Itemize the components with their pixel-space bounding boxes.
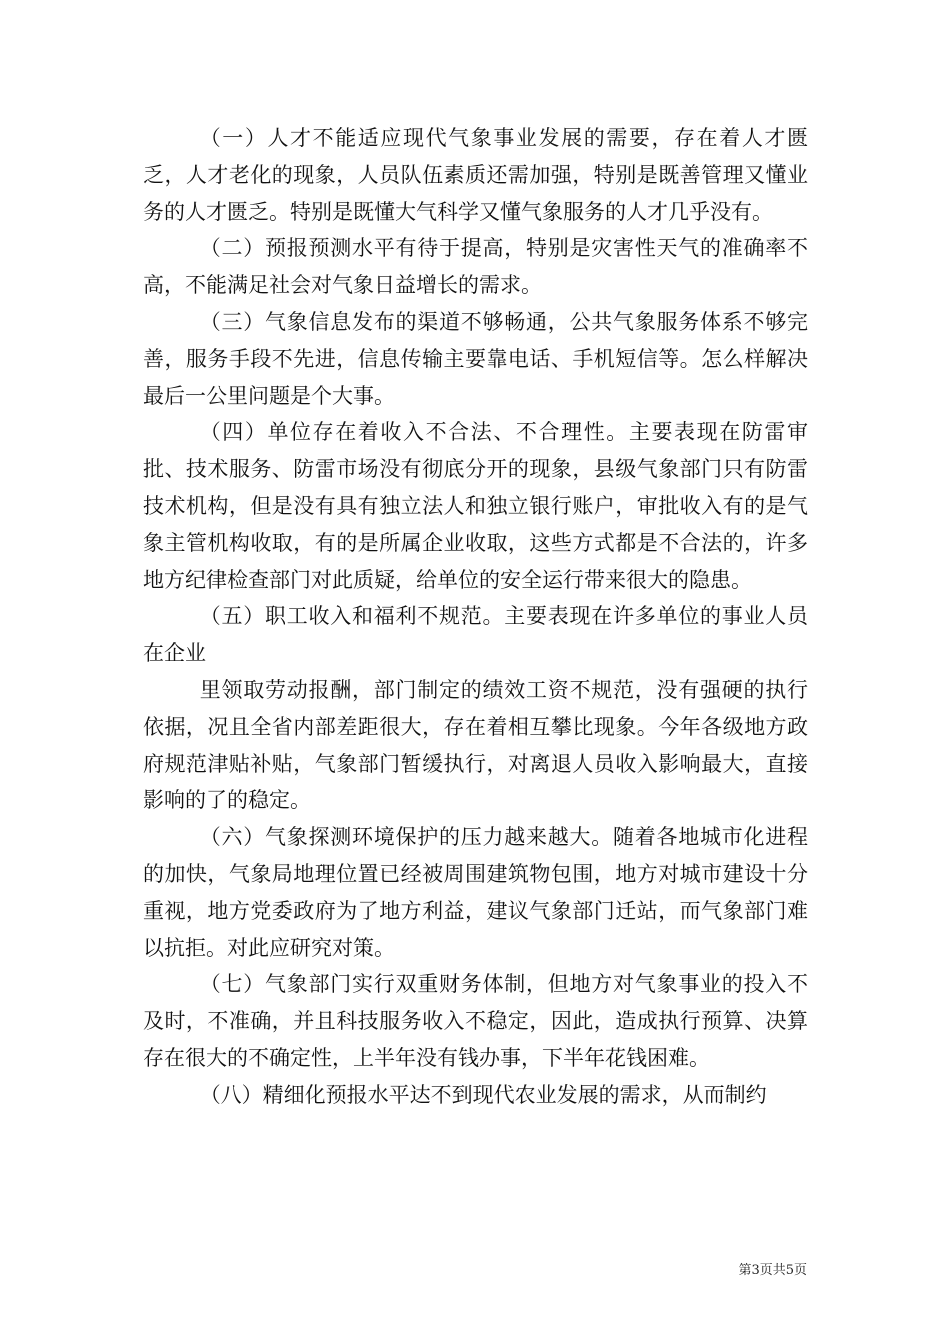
page-number: 第3页共5页 [738,1263,807,1278]
paragraph-1: （一）人才不能适应现代气象事业发展的需要，存在着人才匮乏，人才老化的现象，人员队伍素质还需加强，特别是既善管理又懂业务的人才匮乏。特别是既懂大气科学又懂气象服务的人才几乎没有。 [143,126,808,224]
document-body [143,120,808,1114]
paragraph-5-continued: 里领取劳动报酬，部门制定的绩效工资不规范，没有强硬的执行依据，况且全省内部差距很大，存在着相互攀比现象。今年各级地方政府规范津贴补贴，气象部门暂缓执行，对离退人员收入影响最大，直接影响的了的稳定。 [143,677,808,813]
paragraph-5: （五）职工收入和福利不规范。主要表现在许多单位的事业人员在企业 [143,604,808,666]
paragraph-4: （四）单位存在着收入不合法、不合理性。主要表现在防雷审批、技术服务、防雷市场没有彻底分开的现象，县级气象部门只有防雷技术机构，但是没有具有独立法人和独立银行账户，审批收入有的是气象主管机构收取，有的是所属企业收取，这些方式都是不合法的，许多地方纪律检查部门对此质疑，给单位的安全运行带来很大的隐患。 [143,420,808,592]
paragraph-2: （二）预报预测水平有待于提高，特别是灾害性天气的准确率不高，不能满足社会对气象日益增长的需求。 [143,236,808,298]
paragraph-3: （三）气象信息发布的渠道不够畅通，公共气象服务体系不够完善，服务手段不先进，信息传输主要靠电话、手机短信等。怎么样解决最后一公里问题是个大事。 [143,309,808,408]
paragraph-6: （六）气象探测环境保护的压力越来越大。随着各地城市化进程的加快，气象局地理位置已经被周围建筑物包围，地方对城市建设十分重视，地方党委政府为了地方利益，建议气象部门迁站，而气象部门难以抗拒。对此应研究对策。 [143,825,808,960]
paragraph-8: （八）精细化预报水平达不到现代农业发展的需求，从而制约 [199,1082,767,1107]
paragraph-7: （七）气象部门实行双重财务体制，但地方对气象事业的投入不及时，不准确，并且科技服务收入不稳定，因此，造成执行预算、决算存在很大的不确定性，上半年没有钱办事，下半年花钱困难。 [143,972,808,1070]
